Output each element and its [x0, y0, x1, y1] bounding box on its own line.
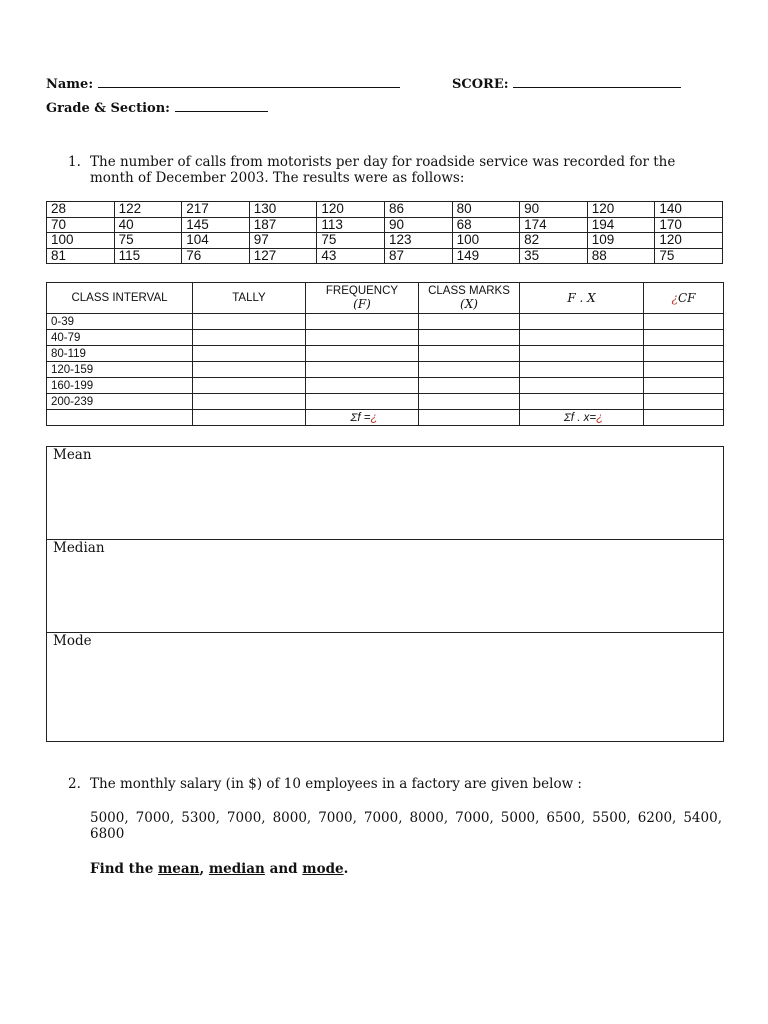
raw-data-cell: 75 — [317, 233, 385, 249]
mode-label: Mode — [53, 633, 92, 649]
raw-data-cell: 76 — [182, 248, 250, 264]
sum-row-empty-4[interactable] — [644, 410, 724, 426]
class-mark-cell[interactable] — [419, 362, 520, 378]
raw-data-cell: 113 — [317, 217, 385, 233]
name-field — [46, 77, 400, 92]
frequency-row — [47, 362, 724, 378]
frequency-cell[interactable] — [306, 346, 419, 362]
raw-data-cell: 145 — [182, 217, 250, 233]
raw-data-cell: 68 — [452, 217, 520, 233]
raw-data-cell: 80 — [452, 202, 520, 218]
raw-data-cell: 100 — [452, 233, 520, 249]
tally-cell[interactable] — [193, 394, 306, 410]
raw-data-cell: 170 — [655, 217, 723, 233]
raw-data-row — [47, 202, 723, 218]
raw-data-cell: 115 — [114, 248, 182, 264]
sum-fx-glyph: ¿ — [596, 411, 604, 424]
header-class-marks — [419, 283, 520, 314]
raw-data-cell: 149 — [452, 248, 520, 264]
score-label: SCORE: — [452, 77, 509, 92]
cf-cell[interactable] — [644, 378, 724, 394]
raw-data-cell: 104 — [182, 233, 250, 249]
salary-values: 5000, 7000, 5300, 7000, 8000, 7000, 7000, 8000, 7000, 5000, 6500, 5500, 6200, 5400, 6800 — [90, 810, 722, 842]
sum-fx-cell[interactable] — [520, 410, 644, 426]
mean-box[interactable] — [47, 447, 723, 539]
find-instruction — [90, 861, 348, 877]
sum-f-label: Σf = — [350, 411, 371, 424]
raw-data-cell: 122 — [114, 202, 182, 218]
fx-cell[interactable] — [520, 394, 644, 410]
header-fx-label: F . X — [567, 290, 596, 305]
header-class-interval: CLASS INTERVAL — [47, 283, 193, 314]
grade-section-line[interactable] — [175, 111, 268, 112]
raw-data-row — [47, 233, 723, 249]
frequency-row — [47, 346, 724, 362]
header-class-marks-symbol: (X) — [460, 297, 478, 311]
raw-data-cell: 82 — [520, 233, 588, 249]
header-cf — [644, 283, 724, 314]
mean-label: Mean — [53, 447, 92, 463]
grade-section-label: Grade & Section: — [46, 101, 170, 116]
frequency-cell[interactable] — [306, 378, 419, 394]
frequency-row — [47, 394, 724, 410]
median-label: Median — [53, 540, 105, 556]
header-cf-label: CF — [677, 290, 696, 305]
raw-data-cell: 97 — [249, 233, 317, 249]
raw-data-cell: 28 — [47, 202, 115, 218]
sum-f-glyph: ¿ — [370, 411, 378, 424]
header-cf-label-wrap — [644, 292, 723, 305]
raw-data-cell: 127 — [249, 248, 317, 264]
median-box[interactable] — [47, 539, 723, 632]
fx-cell[interactable] — [520, 346, 644, 362]
sum-row-empty-3[interactable] — [419, 410, 520, 426]
frequency-row — [47, 314, 724, 330]
raw-data-row — [47, 248, 723, 264]
header-frequency-label: FREQUENCY — [325, 285, 399, 297]
frequency-cell[interactable] — [306, 362, 419, 378]
raw-data-cell: 194 — [587, 217, 655, 233]
raw-data-cell: 120 — [317, 202, 385, 218]
tally-cell[interactable] — [193, 378, 306, 394]
raw-data-cell: 90 — [520, 202, 588, 218]
question-2-number: 2. — [68, 776, 81, 792]
header-class-marks-label: CLASS MARKS — [428, 285, 510, 297]
tally-cell[interactable] — [193, 314, 306, 330]
raw-data-cell: 140 — [655, 202, 723, 218]
score-line[interactable] — [513, 87, 681, 88]
score-field — [452, 77, 681, 92]
raw-data-cell: 81 — [47, 248, 115, 264]
class-interval-cell: 160-199 — [47, 378, 193, 394]
find-prefix: Find the — [90, 861, 154, 877]
raw-data-cell: 187 — [249, 217, 317, 233]
header-tally: TALLY — [193, 283, 306, 314]
question-2-text: The monthly salary (in $) of 10 employees in a factory are given below : — [90, 776, 582, 792]
raw-data-cell: 40 — [114, 217, 182, 233]
raw-data-cell: 174 — [520, 217, 588, 233]
cf-cell[interactable] — [644, 362, 724, 378]
header-frequency-symbol: (F) — [353, 297, 371, 311]
fx-cell[interactable] — [520, 314, 644, 330]
raw-data-cell: 87 — [384, 248, 452, 264]
raw-data-cell: 90 — [384, 217, 452, 233]
class-interval-cell: 80-119 — [47, 346, 193, 362]
name-line[interactable] — [98, 87, 400, 88]
raw-data-cell: 130 — [249, 202, 317, 218]
cf-cell[interactable] — [644, 346, 724, 362]
cf-cell[interactable] — [644, 330, 724, 346]
class-interval-cell: 120-159 — [47, 362, 193, 378]
find-median: median — [208, 861, 265, 877]
raw-data-cell: 70 — [47, 217, 115, 233]
raw-data-cell: 43 — [317, 248, 385, 264]
fx-cell[interactable] — [520, 362, 644, 378]
sum-row-empty-1[interactable] — [47, 410, 193, 426]
class-interval-cell: 0-39 — [47, 314, 193, 330]
class-mark-cell[interactable] — [419, 378, 520, 394]
frequency-cell[interactable] — [306, 330, 419, 346]
question-2 — [68, 776, 728, 794]
raw-data-cell: 75 — [114, 233, 182, 249]
find-sep: , — [199, 861, 205, 877]
sum-f-cell[interactable] — [306, 410, 419, 426]
find-mode: mode — [302, 861, 344, 877]
class-mark-cell[interactable] — [419, 330, 520, 346]
find-end: . — [343, 861, 349, 877]
header-cf-glyph: ¿ — [671, 290, 678, 305]
tally-cell[interactable] — [193, 362, 306, 378]
class-mark-cell[interactable] — [419, 394, 520, 410]
raw-data-cell: 120 — [655, 233, 723, 249]
raw-data-cell: 120 — [587, 202, 655, 218]
find-and: and — [269, 861, 298, 877]
mean-median-mode-box — [46, 446, 724, 742]
class-interval-cell: 200-239 — [47, 394, 193, 410]
raw-data-cell: 35 — [520, 248, 588, 264]
fx-cell[interactable] — [520, 378, 644, 394]
header-fx — [520, 283, 644, 314]
class-mark-cell[interactable] — [419, 314, 520, 330]
cf-cell[interactable] — [644, 314, 724, 330]
question-1 — [68, 154, 728, 188]
raw-data-cell: 109 — [587, 233, 655, 249]
fx-cell[interactable] — [520, 330, 644, 346]
tally-cell[interactable] — [193, 330, 306, 346]
raw-data-cell: 100 — [47, 233, 115, 249]
frequency-cell[interactable] — [306, 394, 419, 410]
frequency-cell[interactable] — [306, 314, 419, 330]
raw-data-cell: 75 — [655, 248, 723, 264]
sum-fx-label: Σf . x= — [563, 411, 597, 424]
name-label: Name: — [46, 77, 94, 92]
question-1-text: The number of calls from motorists per day for roadside service was recorded for the month of December 2003. The results were as follows: — [90, 154, 676, 186]
frequency-row — [47, 378, 724, 394]
raw-data-cell: 86 — [384, 202, 452, 218]
cf-cell[interactable] — [644, 394, 724, 410]
mode-box[interactable] — [47, 632, 723, 741]
raw-data-table — [46, 201, 723, 264]
question-1-number: 1. — [68, 154, 81, 170]
raw-data-cell: 88 — [587, 248, 655, 264]
class-mark-cell[interactable] — [419, 346, 520, 362]
header-frequency — [306, 283, 419, 314]
grade-section-field — [46, 101, 268, 116]
find-mean: mean — [158, 861, 200, 877]
frequency-table — [46, 282, 724, 426]
raw-data-cell: 123 — [384, 233, 452, 249]
frequency-row — [47, 330, 724, 346]
raw-data-cell: 217 — [182, 202, 250, 218]
class-interval-cell: 40-79 — [47, 330, 193, 346]
raw-data-row — [47, 217, 723, 233]
tally-cell[interactable] — [193, 346, 306, 362]
sum-row-empty-2[interactable] — [193, 410, 306, 426]
